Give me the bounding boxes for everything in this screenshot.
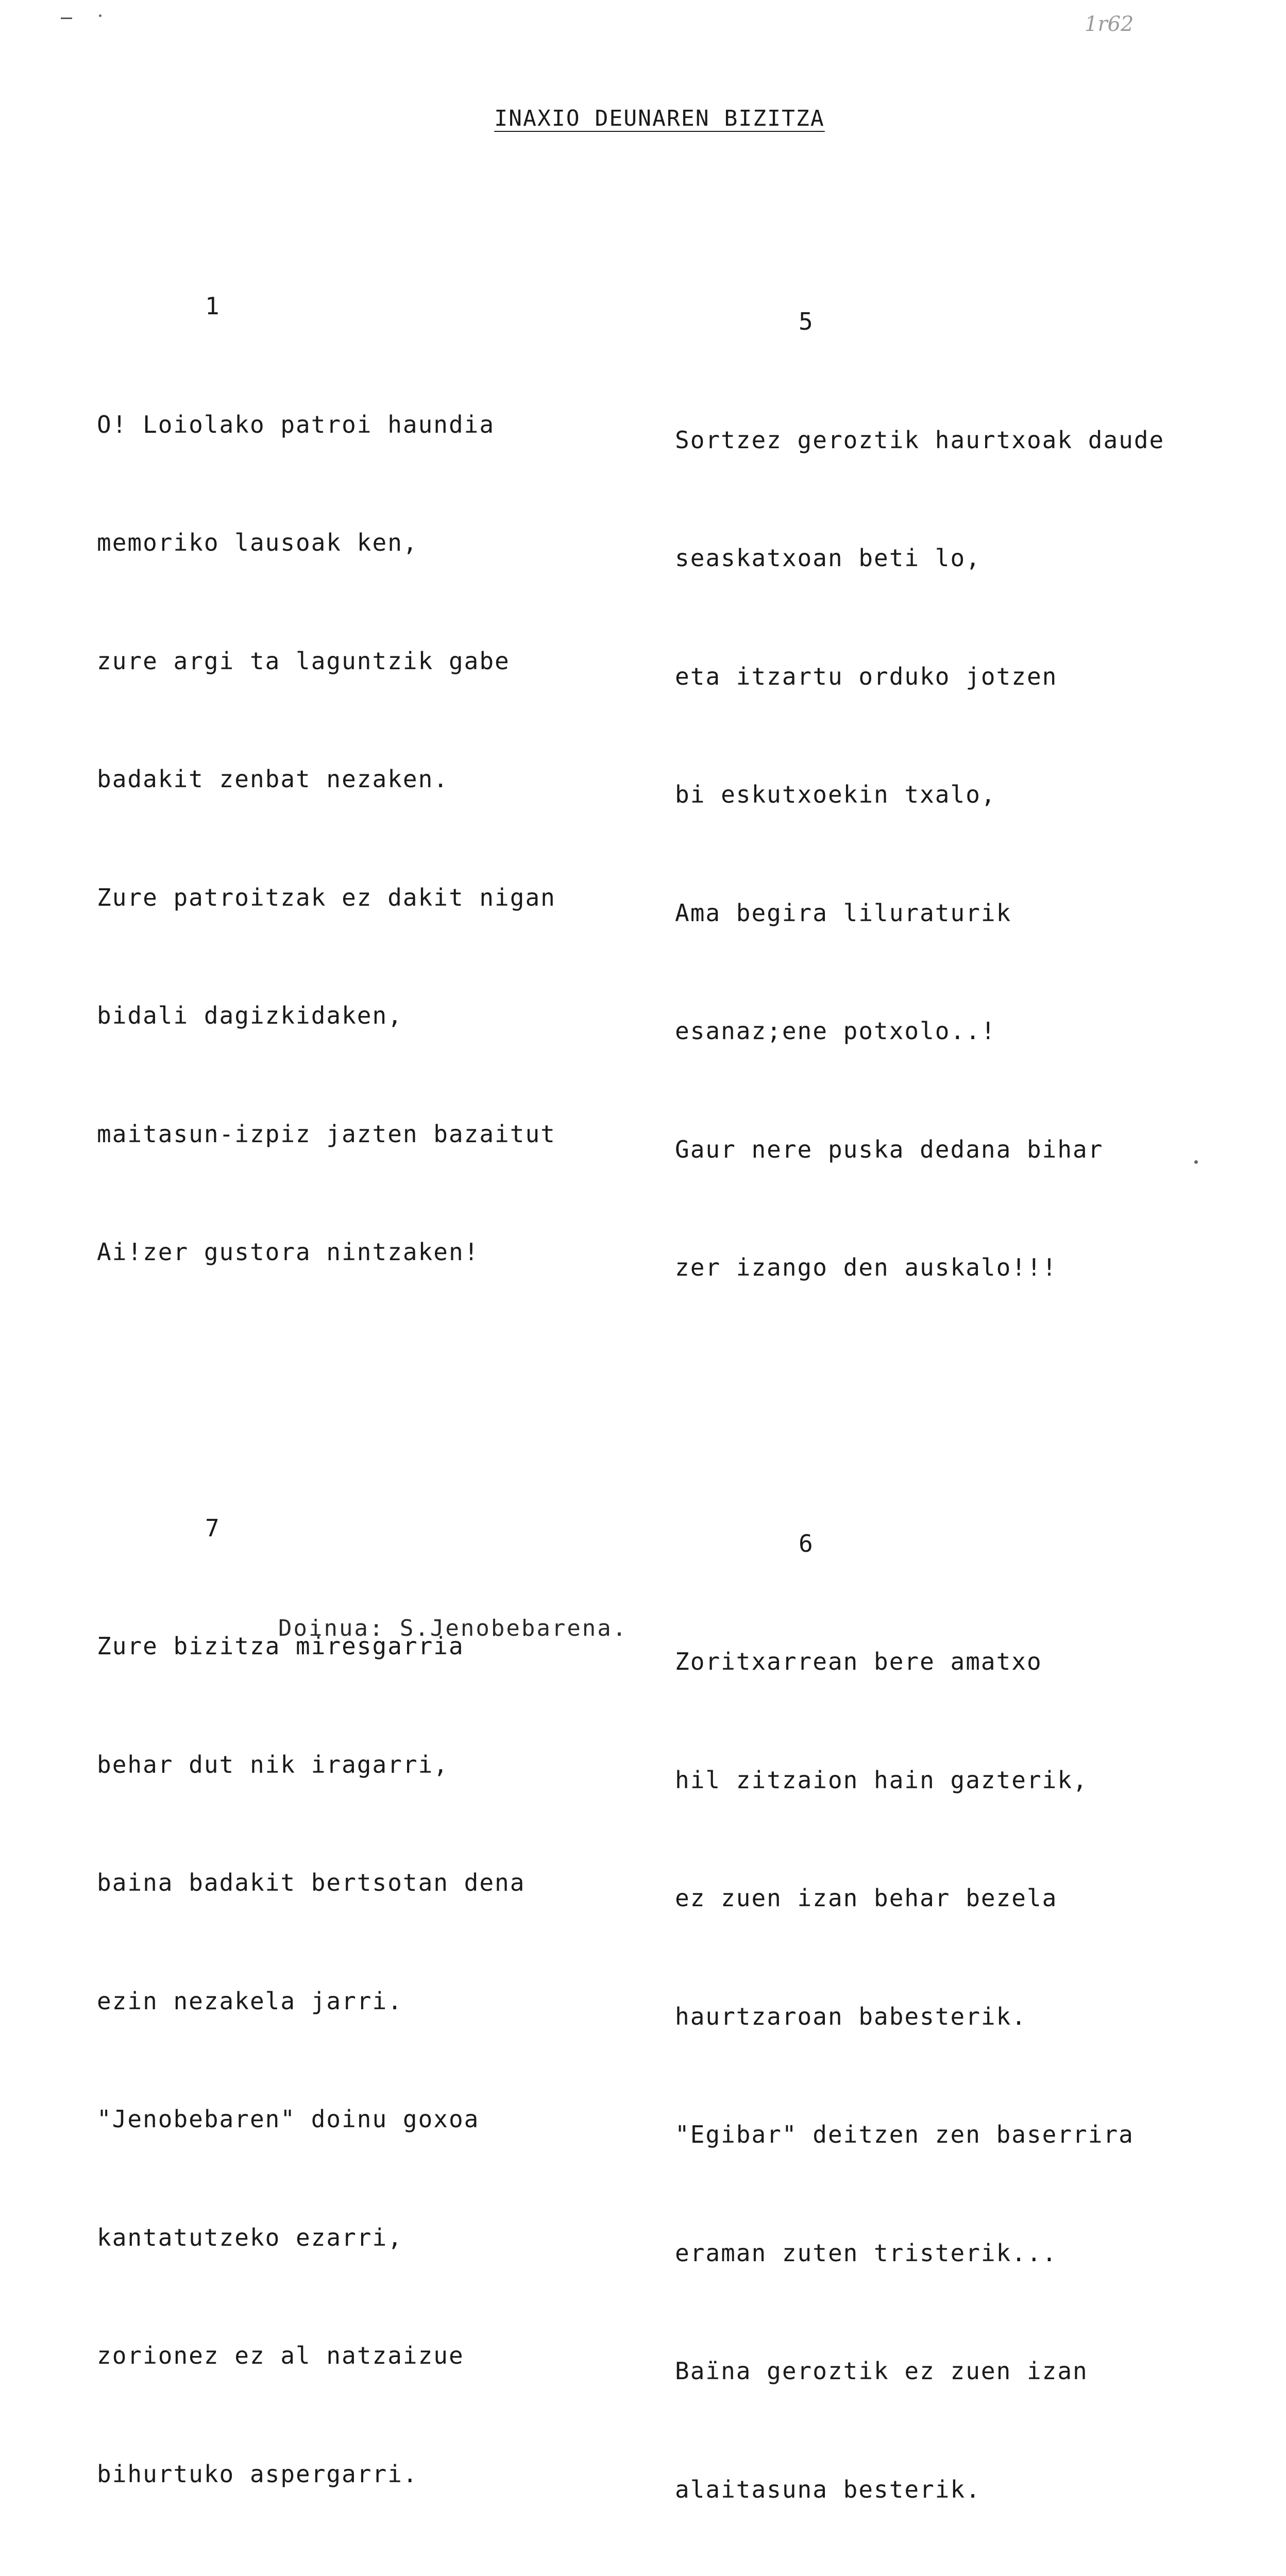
verse-line: ezin nezakela jarri.	[97, 1981, 632, 2021]
verse-line: haurtzaroan babesterik.	[675, 1997, 1164, 2037]
verse-line: bi eskutxoekin txalo,	[675, 775, 1164, 815]
verse-line: eta itzartu orduko jotzen	[675, 657, 1164, 697]
stanza-number: 6	[675, 1524, 1164, 1564]
verse-line: "Jenobebaren" doinu goxoa	[97, 2099, 632, 2139]
poem-title: INAXIO DEUNAREN BIZITZA	[0, 106, 1286, 131]
verse-line: Ai!zer gustora nintzaken!	[97, 1232, 632, 1272]
verse-line: hil zitzaion hain gazterik,	[675, 1760, 1164, 1800]
verse-line: Ama begira liluraturik	[675, 893, 1164, 933]
verse-line: memoriko lausoak ken,	[97, 523, 632, 563]
verse-line: zure argi ta laguntzik gabe	[97, 641, 632, 681]
stanza-number: 5	[675, 302, 1164, 342]
verse-line: ez zuen izan behar bezela	[675, 1878, 1164, 1918]
left-column	[97, 129, 632, 2576]
verse-line: kantatutzeko ezarri,	[97, 2218, 632, 2258]
verse-line: bidali dagizkidaken,	[97, 996, 632, 1036]
verse-line: seaskatxoan beti lo,	[675, 538, 1164, 578]
verse-line: Baïna geroztik ez zuen izan	[675, 2351, 1164, 2391]
verse-line: "Egibar" deitzen zen baserrira	[675, 2115, 1164, 2155]
scan-speck	[99, 14, 101, 17]
stanza	[97, 208, 632, 1351]
verse-line: O! Loiolako patroi haundia	[97, 405, 632, 445]
stanza	[97, 1430, 632, 2573]
verse-line: eraman zuten tristerik...	[675, 2233, 1164, 2273]
verse-line: alaitasuna besterik.	[675, 2470, 1164, 2510]
stanza	[675, 1445, 1164, 2576]
page-number-mark: 1r62	[1085, 12, 1133, 36]
scan-dash-mark	[61, 18, 72, 19]
verse-line: zorionez ez al natzaizue	[97, 2336, 632, 2376]
verse-line: zer izango den auskalo!!!	[675, 1248, 1164, 1287]
verse-line: Zure bizitza miresgarria	[97, 1626, 632, 1666]
stanza	[675, 223, 1164, 1366]
verse-line: Zoritxarrean bere amatxo	[675, 1642, 1164, 1682]
verse-line: badakit zenbat nezaken.	[97, 759, 632, 799]
verse-line: Zure patroitzak ez dakit nigan	[97, 878, 632, 918]
verse-line: Gaur nere puska dedana bihar	[675, 1130, 1164, 1170]
verse-line: maitasun-izpiz jazten bazaitut	[97, 1114, 632, 1154]
stanza-number: 7	[97, 1509, 632, 1548]
stanza-number: 1	[97, 286, 632, 326]
tune-note: Doinua: S.Jenobebarena.	[278, 1615, 628, 1641]
scan-speck	[1194, 1160, 1198, 1164]
verse-line: baina badakit bertsotan dena	[97, 1863, 632, 1903]
right-column	[675, 144, 1164, 2576]
verse-line: bihurtuko aspergarri.	[97, 2454, 632, 2494]
verse-line: behar dut nik iragarri,	[97, 1745, 632, 1785]
verse-line: esanaz;ene potxolo..!	[675, 1011, 1164, 1051]
verse-line: Sortzez geroztik haurtxoak daude	[675, 420, 1164, 460]
